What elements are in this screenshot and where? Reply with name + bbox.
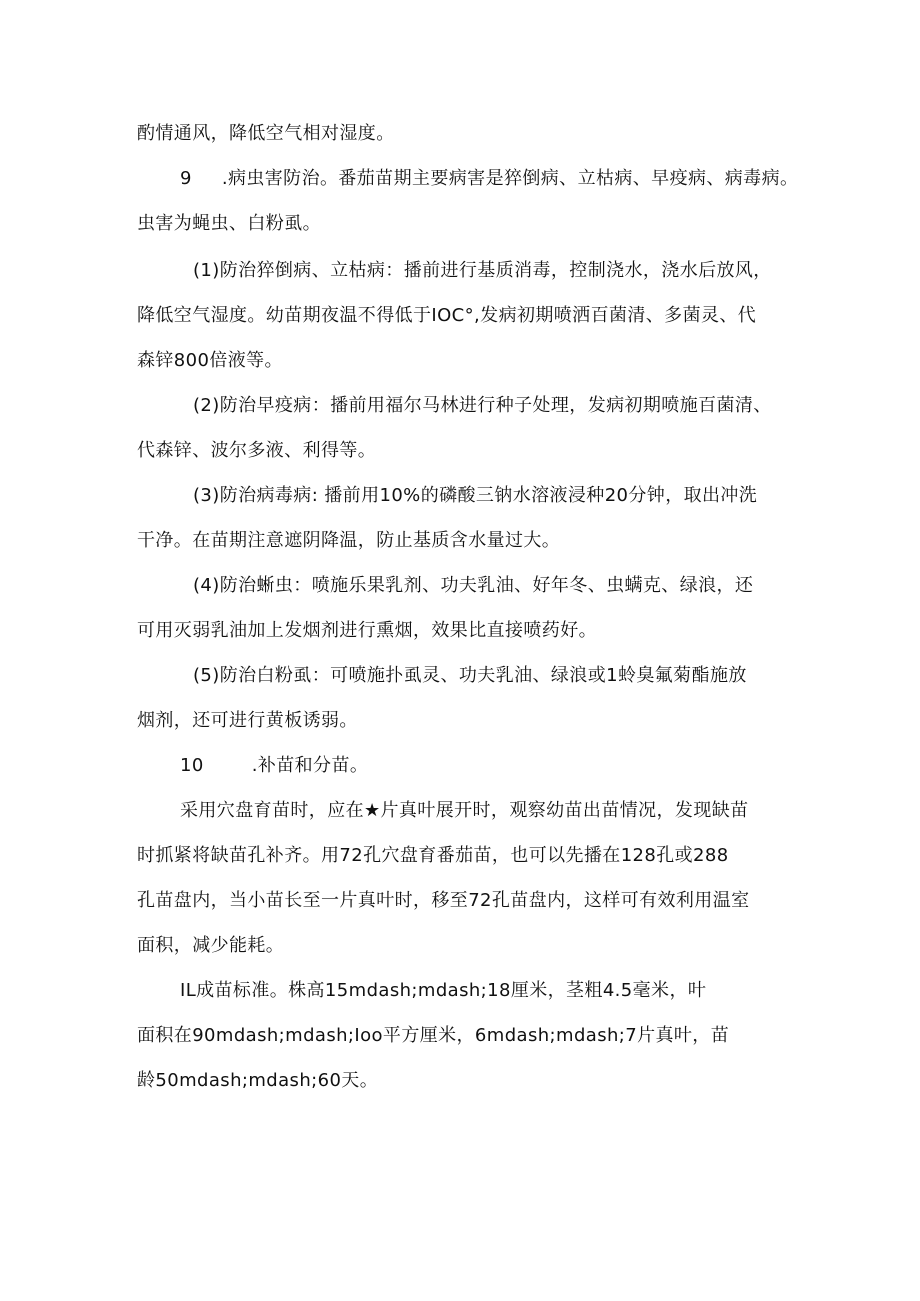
text-line [137,212,321,236]
text-line [137,349,283,373]
text-line [137,844,729,868]
text-line [137,122,395,146]
text-line [137,529,560,553]
line-text: 面积在90mdash;mdash;Ioo平方厘米，6mdash;mdash;7片真叶，苗 [137,1025,730,1046]
text-line [137,934,284,958]
section-title: .补苗和分苗。 [251,755,369,776]
line-text: 孔苗盘内，当小苗长至一片真叶时，移至72孔苗盘内，这样可有效利用温室 [137,890,750,911]
section-number: 9 [180,168,192,189]
line-text: 面积，减少能耗。 [137,935,285,956]
line-text: 龄50mdash;mdash;60天。 [137,1070,379,1091]
line-text: (1)防治猝倒病、立枯病：播前进行基质消毒，控制浇水，浇水后放风， [193,260,772,281]
text-line [193,259,772,283]
text-line [180,799,749,823]
line-text: 虫害为蝇虫、白粉虱。 [137,213,321,234]
line-text: 时抓紧将缺苗孔补齐。用72孔穴盘育番茄苗，也可以先播在128孔或288 [137,845,729,866]
text-line [137,619,597,643]
line-text: IL成苗标准。株高15mdash;mdash;18厘米，茎粗4.5毫米，叶 [180,980,707,1001]
text-line [137,709,358,733]
text-line [137,889,750,913]
text-line [193,484,757,508]
text-line [193,574,753,598]
text-line [137,1069,378,1093]
section-9-heading [180,167,798,191]
line-text: 代森锌、波尔多液、利得等。 [137,440,377,461]
text-line [193,394,772,418]
line-text: 酌情通风，降低空气相对湿度。 [137,123,395,144]
text-line [137,1024,729,1048]
text-line [137,304,756,328]
text-line [180,979,706,1003]
section-title: .病虫害防治。番茄苗期主要病害是猝倒病、立枯病、早疫病、病毒病。 [221,168,799,189]
line-text: 森锌800倍液等。 [137,350,283,371]
line-text: (2)防治早疫病：播前用福尔马林进行种子处理，发病初期喷施百菌清、 [193,395,772,416]
line-text: 降低空气湿度。幼苗期夜温不得低于IOC°,发病初期喷洒百菌清、多菌灵、代 [137,305,757,326]
line-text: 可用灭弱乳油加上发烟剂进行熏烟，效果比直接喷药好。 [137,620,597,641]
line-text: (5)防治白粉虱：可喷施扑虱灵、功夫乳油、绿浪或1蛉臭氟菊酯施放 [193,665,747,686]
line-text: 采用穴盘育苗时，应在★片真叶展开时，观察幼苗出苗情况，发现缺苗 [180,800,749,821]
line-text: (3)防治病毒病: 播前用10%的磷酸三钠水溶液浸种20分钟，取出冲洗 [193,485,758,506]
line-text: (4)防治蜥虫：喷施乐果乳剂、功夫乳油、好年冬、虫螨克、绿浪，还 [193,575,754,596]
text-line [137,439,376,463]
section-10-heading [180,754,368,778]
section-number: 10 [180,755,204,776]
line-text: 烟剂，还可进行黄板诱弱。 [137,710,358,731]
text-line [193,664,747,688]
line-text: 干净。在苗期注意遮阴降温，防止基质含水量过大。 [137,530,561,551]
